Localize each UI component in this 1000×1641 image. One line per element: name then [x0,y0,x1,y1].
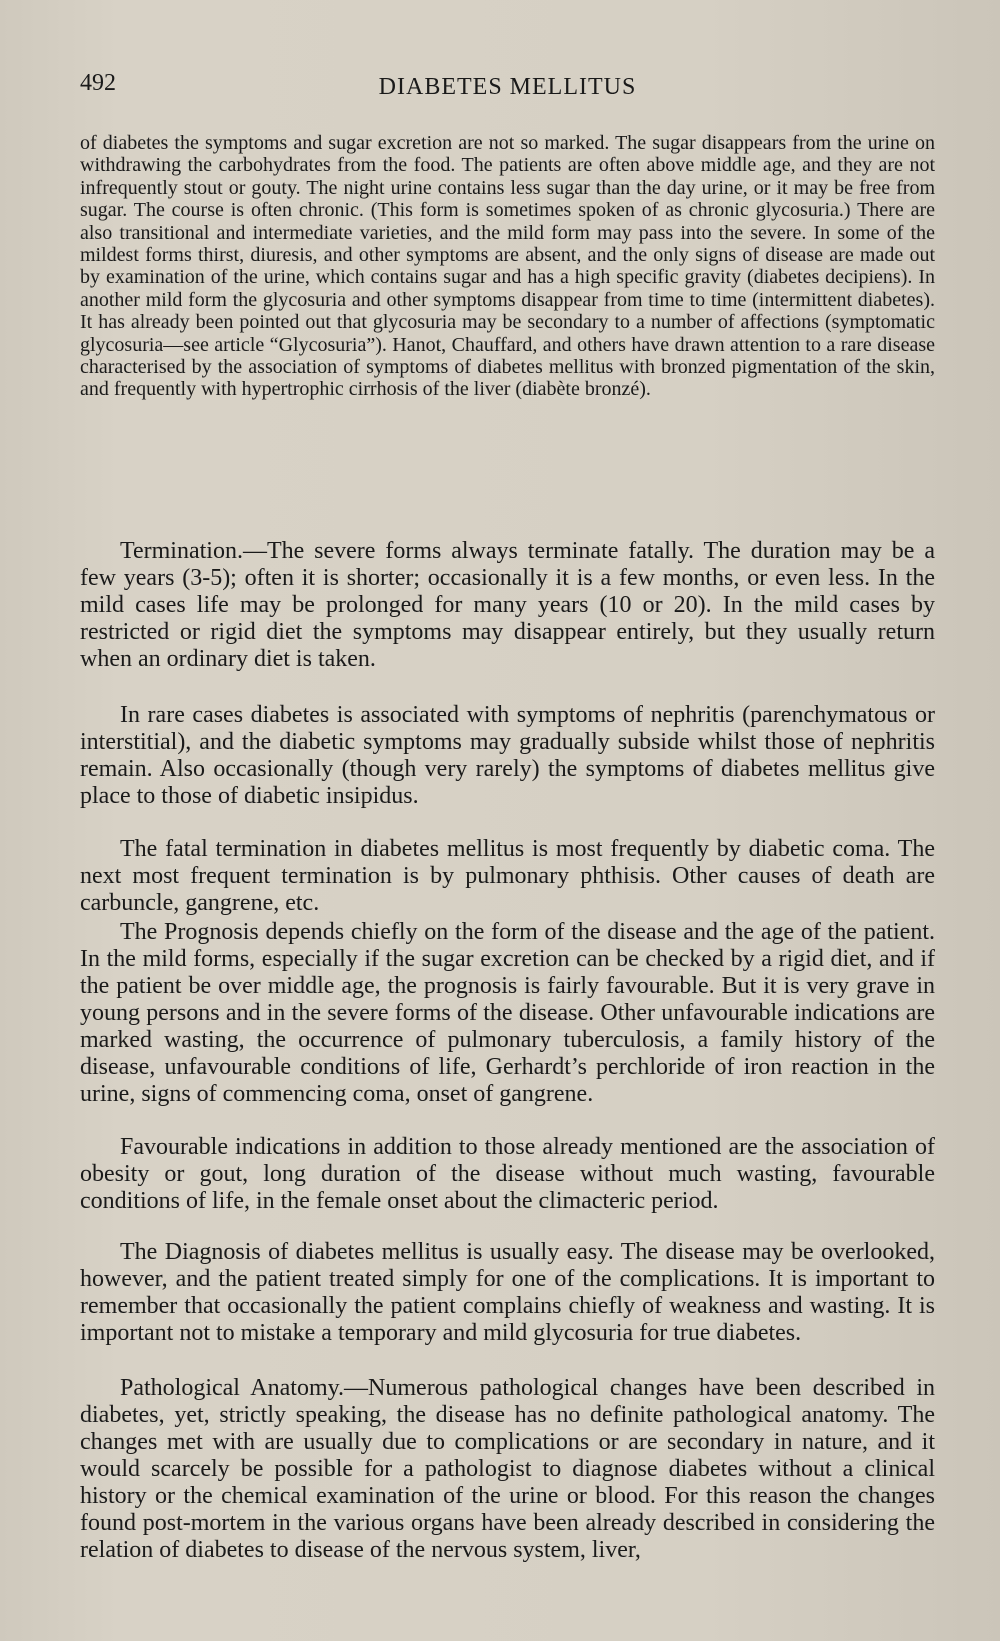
page-number: 492 [80,70,116,96]
paragraph-termination: Termination.—The severe forms always terminate fatally. The duration may be a few years (3-5); often it is shorter; occasionally it is a few months, or even less. In the mild cases life may be prolonged for many years (10 or 20). In the mild cases by restricted or rigid diet the symptoms may disappear entirely, but they usually return when an ordinary diet is taken. [80,538,935,672]
paragraph-favourable-indications: Favourable indications in addition to those already mentioned are the association of obesity or gout, long duration of the disease without much wasting, favourable conditions of life, in the female onset about the climacteric period. [80,1134,935,1214]
paragraph-prognosis: The Prognosis depends chiefly on the form of the disease and the age of the patient. In the mild forms, especially if the sugar excretion can be checked by a rigid diet, and if the patient be over middle age, the prognosis is fairly favourable. But it is very grave in young persons and in the severe forms of the disease. Other unfavourable indications are marked wasting, the occurrence of pulmonary tuberculosis, a family history of the disease, unfavourable conditions of life, Gerhardt’s perchloride of iron reaction in the urine, signs of commencing coma, onset of gangrene. [80,919,935,1107]
running-head: DIABETES MELLITUS [378,74,637,100]
page-header [80,70,935,110]
paragraph-mild-diabetes: of diabetes the symptoms and sugar excretion are not so marked. The sugar disappears from the urine on withdrawing the carbohydrates from the food. The patients are often above middle age, and they are not infrequently stout or gouty. The night urine contains less sugar than the day urine, or it may be free from sugar. The course is often chronic. (This form is sometimes spoken of as chronic glycosuria.) There are also transitional and intermediate varieties, and the mild form may pass into the severe. In some of the mildest forms thirst, diuresis, and other symptoms are absent, and the only signs of disease are made out by examination of the urine, which contains sugar and has a high specific gravity (diabetes decipiens). In another mild form the glycosuria and other symptoms disappear from time to time (intermittent diabetes). It has already been pointed out that glycosuria may be secondary to a number of affections (symptomatic glycosuria—see article “Glycosuria”). Hanot, Chauffard, and others have drawn attention to a rare disease characterised by the association of symptoms of diabetes mellitus with bronzed pigmentation of the skin, and frequently with hypertrophic cirrhosis of the liver (diabète bronzé). [80,132,935,401]
paragraph-nephritis: In rare cases diabetes is associated with symptoms of nephritis (parenchymatous or interstitial), and the diabetic symptoms may gradually subside whilst those of nephritis remain. Also occasionally (though very rarely) the symptoms of diabetes mellitus give place to those of diabetic insipidus. [80,702,935,809]
paragraph-pathological-anatomy: Pathological Anatomy.—Numerous pathological changes have been described in diabetes, yet, strictly speaking, the disease has no definite pathological anatomy. The changes met with are usually due to complications or are secondary in nature, and it would scarcely be possible for a pathologist to diagnose diabetes without a clinical history or the chemical examination of the urine or blood. For this reason the changes found post-mortem in the various organs have been already described in considering the relation of diabetes to disease of the nervous system, liver, [80,1375,935,1563]
paragraph-fatal-termination: The fatal termination in diabetes mellitus is most frequently by diabetic coma. The next most frequent termination is by pulmonary phthisis. Other causes of death are carbuncle, gangrene, etc. [80,836,935,916]
paragraph-diagnosis: The Diagnosis of diabetes mellitus is usually easy. The disease may be overlooked, however, and the patient treated simply for one of the complications. It is important to remember that occasionally the patient complains chiefly of weakness and wasting. It is important not to mistake a temporary and mild glycosuria for true diabetes. [80,1239,935,1346]
